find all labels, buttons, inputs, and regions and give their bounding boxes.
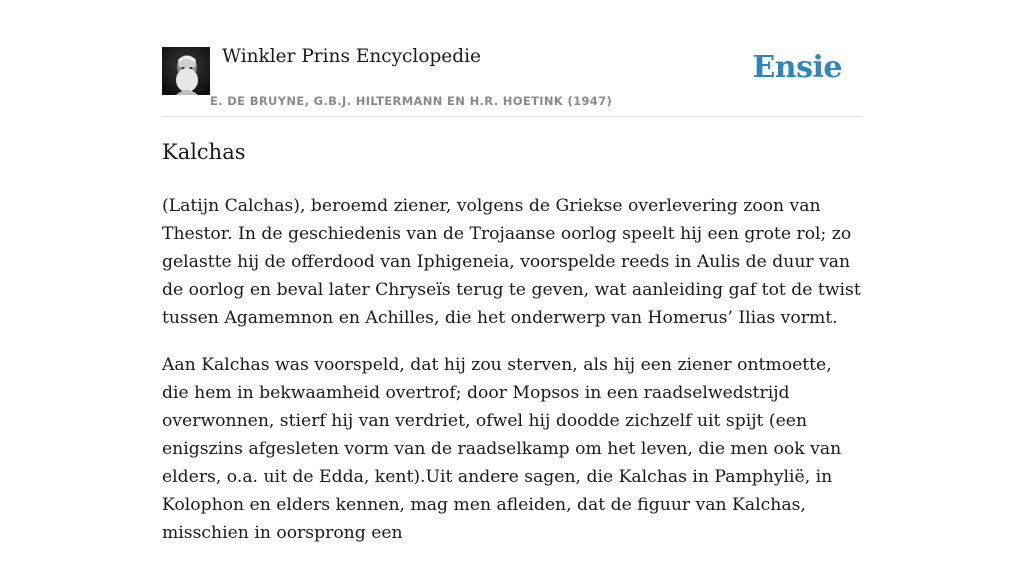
article-title: Kalchas xyxy=(162,140,246,164)
article-paragraph: Aan Kalchas was voorspeld, dat hij zou sterven, als hij een ziener ontmoette, die hem in bekwaamheid overtrof; door Mopsos in een raadselwedstrijd overwonnen, stierf hij van verdriet, ofwel hij doodde zichzelf uit spijt (een enigszins afgesleten vorm van de raadselkamp om het leven, die men ook van elders, o.a. uit de Edda, kent).Uit andere sagen, die Kalchas in Pamphylië, in Kolophon en elders kennen, mag men afleiden, dat de figuur van Kalchas, misschien in oorsprong een xyxy=(162,355,842,543)
source-title[interactable]: Winkler Prins Encyclopedie xyxy=(222,46,481,67)
article-body xyxy=(162,192,862,566)
source-header xyxy=(162,40,862,117)
source-authors: E. DE BRUYNE, G.B.J. HILTERMANN EN H.R. HOETINK (1947) xyxy=(210,94,613,108)
portrait-icon xyxy=(162,47,210,95)
ensie-logo-link[interactable]: Ensie xyxy=(752,50,842,85)
author-avatar xyxy=(162,47,210,95)
article-paragraph: (Latijn Calchas), beroemd ziener, volgens de Griekse overlevering zoon van Thestor. In de geschiedenis van de Trojaanse oorlog speelt hij een grote rol; zo gelastte hij de offerdood van Iphigeneia, voorspelde reeds in Aulis de duur van de oorlog en beval later Chryseïs terug te geven, wat aanleiding gaf tot de twist tussen Agamemnon en Achilles, die het onderwerp van Homerus’ Ilias vormt. xyxy=(162,196,861,328)
